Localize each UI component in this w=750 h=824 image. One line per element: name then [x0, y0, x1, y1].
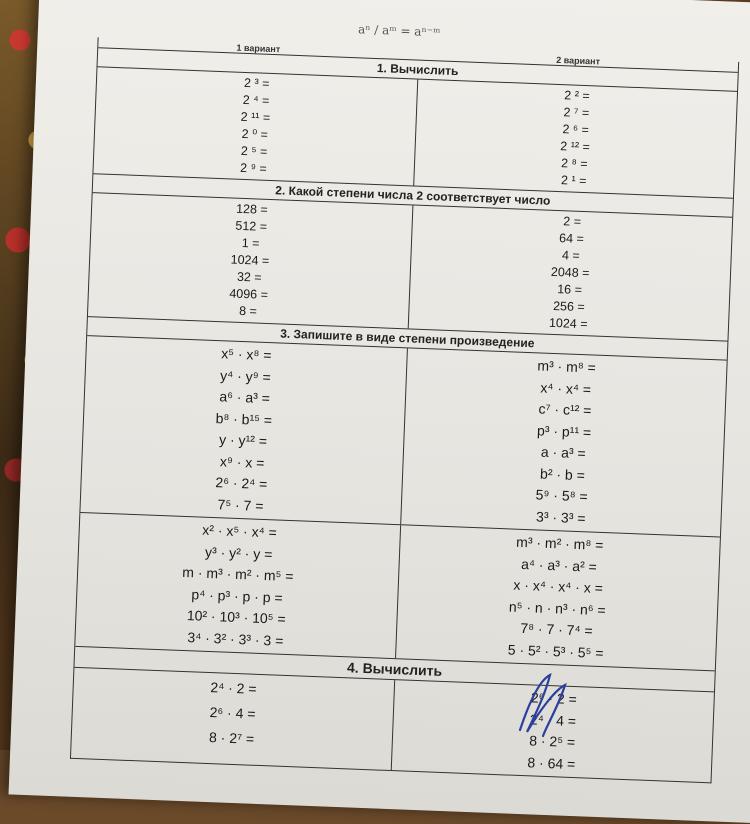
task: 2⁴ · 4 =	[529, 710, 577, 729]
task: 2 ⁹ =	[239, 160, 268, 176]
task: 2 ⁰ =	[241, 126, 269, 142]
task: n⁵ · n · n³ · n⁶ =	[508, 597, 606, 618]
task: 5⁹ · 5⁸ =	[535, 486, 588, 505]
task: m³ · m⁸ =	[537, 357, 597, 376]
task: 2 ⁷ =	[563, 105, 590, 121]
task: 4 =	[561, 248, 580, 263]
task: 2 ¹ =	[560, 173, 587, 189]
task: 512 =	[235, 218, 268, 234]
section-3-variant-1	[80, 336, 406, 524]
task: x⁹ · x =	[219, 452, 265, 471]
task: 3⁴ · 3² · 3³ · 3 =	[187, 628, 284, 649]
task: a⁶ · a³ =	[219, 388, 271, 407]
task: 4096 =	[229, 286, 269, 302]
task: m³ · m² · m⁸ =	[515, 533, 604, 554]
task: x² · x⁵ · x⁴ =	[202, 521, 278, 541]
task: 7⁵ · 7 =	[217, 495, 264, 514]
section-2-variant-2	[407, 205, 732, 340]
task: 2⁶ · 4 =	[209, 704, 256, 722]
task: 2 ³ =	[243, 75, 270, 91]
exercise-table	[70, 37, 739, 783]
task: 2 ¹² =	[560, 139, 591, 155]
task: 16 =	[556, 282, 583, 298]
task: 2 =	[563, 214, 582, 229]
task: m · m³ · m² · m⁵ =	[182, 563, 294, 585]
task: b² · b =	[539, 465, 586, 483]
task: 2 ⁵ =	[240, 143, 268, 159]
section-3b-body	[75, 512, 720, 670]
section-3b-variant-1	[75, 513, 399, 658]
task: a⁴ · a³ · a² =	[520, 555, 598, 575]
task: 2 ⁶ =	[562, 122, 590, 138]
task: 128 =	[235, 201, 268, 217]
section-1-variant-2	[413, 80, 737, 198]
pen-scribble	[515, 670, 575, 740]
task: x · x⁴ · x⁴ · x =	[513, 576, 604, 597]
section-1-title: 1. Вычислить	[98, 47, 738, 91]
task: 2048 =	[550, 264, 590, 281]
task: c⁷ · c¹² =	[538, 400, 592, 419]
task: 64 =	[558, 231, 585, 247]
task: 1024 =	[230, 252, 270, 269]
section-3-title: 3. Запишите в виде степени произведение	[87, 316, 727, 360]
task: 7⁸ · 7 · 7⁴ =	[520, 619, 593, 639]
variant-1-label: 1 вариант	[236, 42, 281, 55]
task: 32 =	[236, 269, 262, 285]
task: 2 ² =	[564, 88, 590, 104]
section-3b-variant-2	[395, 525, 720, 670]
task: 3³ · 3³ =	[535, 507, 586, 526]
task: 2⁶ · 2 =	[530, 689, 578, 708]
task: a · a³ =	[540, 443, 586, 462]
task: 2⁴ · 2 =	[210, 679, 257, 697]
section-2-variant-1	[88, 193, 412, 328]
task: x⁴ · x⁴ =	[540, 379, 592, 397]
variant-2-label: 2 вариант	[556, 54, 601, 67]
worksheet-page	[9, 0, 750, 824]
task: b⁸ · b¹⁵ =	[215, 409, 273, 428]
task: 10² · 10³ · 10⁵ =	[186, 607, 286, 627]
section-4-variant-1	[71, 668, 394, 770]
section-4-title: 4. Вычислить	[74, 646, 714, 692]
section-3-body	[80, 335, 726, 536]
task: 8 · 2⁵ =	[528, 732, 576, 751]
task: y³ · y² · y =	[204, 543, 273, 562]
task: 256 =	[552, 298, 585, 315]
task: 8 · 64 =	[527, 753, 576, 772]
formula: aⁿ / aᵐ = aⁿ⁻ᵐ	[357, 22, 441, 40]
task: 8 · 2⁷ =	[208, 729, 255, 747]
task: 1024 =	[548, 315, 588, 332]
task: 1 =	[241, 235, 260, 251]
task: 2⁶ · 2⁴ =	[215, 474, 268, 493]
task: y · y¹² =	[218, 431, 268, 450]
task: y⁴ · y⁹ =	[219, 366, 272, 385]
task: 2 ⁴ =	[242, 92, 270, 108]
section-2-body	[88, 192, 732, 340]
task: 2 ¹¹ =	[240, 109, 271, 125]
section-3-variant-2	[400, 348, 727, 536]
task: p⁴ · p³ · p · p =	[191, 585, 283, 606]
section-1-variant-1	[93, 67, 416, 185]
task: 8 =	[238, 303, 258, 319]
task: 2 ⁸ =	[560, 156, 588, 172]
task: x⁵ · x⁸ =	[220, 345, 272, 364]
section-2-title: 2. Какой степени числа 2 соответствует число	[93, 173, 733, 217]
task: p³ · p¹¹ =	[536, 421, 592, 440]
task: 5 · 5² · 5³ · 5⁵ =	[507, 640, 604, 661]
